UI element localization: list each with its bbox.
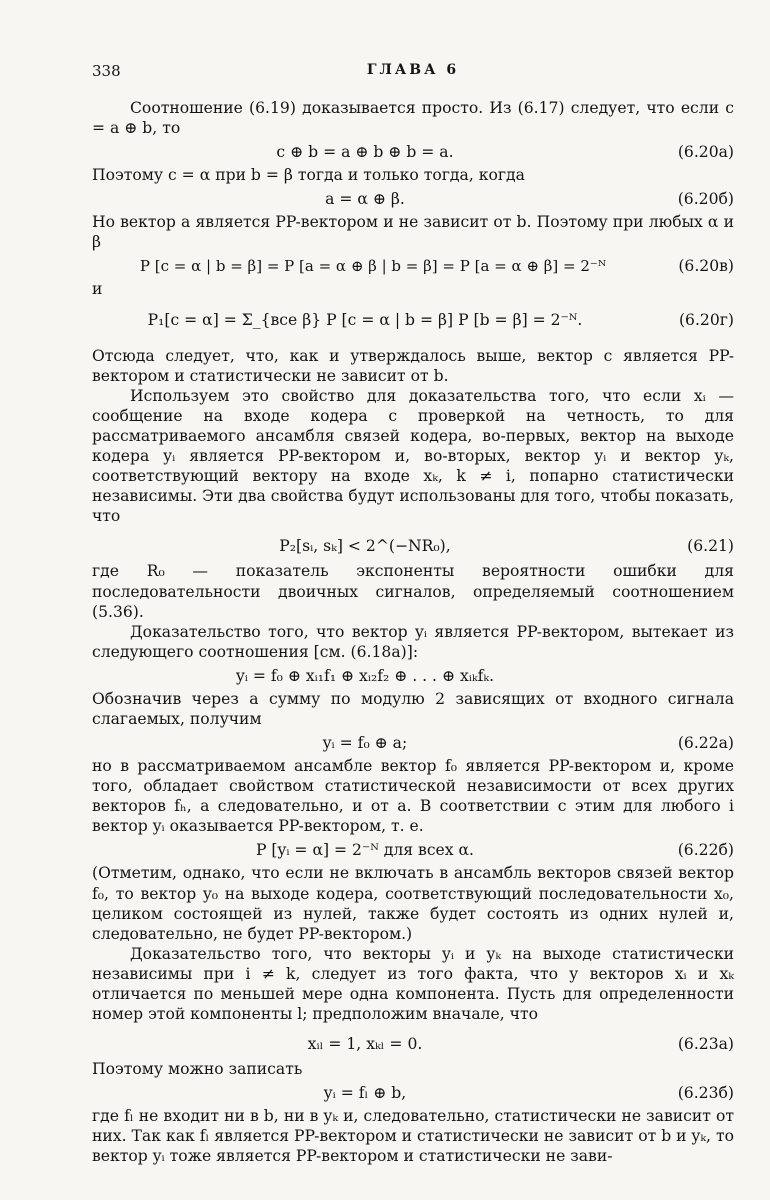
page-number: 338 — [92, 62, 121, 80]
equation — [92, 253, 734, 278]
equation — [92, 139, 734, 164]
equation — [92, 837, 734, 862]
equation-number: (6.23а) — [677, 1035, 734, 1054]
paragraph: Поэтому c = α при b = β тогда и только тогда, когда — [92, 166, 525, 185]
equation-number: (6.22б) — [677, 841, 734, 860]
paragraph: (Отметим, однако, что если не включать в ансамбль векторов связей вектор f₀, то вектор y₀ на выходе кодера, соответствующий последовательности x₀, целиком состоящей из нулей, также будет состоять из одних нулей и, следовательно, не будет PP-вектором.) — [92, 864, 734, 943]
paragraph: Доказательство того, что вектор yᵢ является PP-вектором, вытекает из следующего соотношения [см. (6.18а)]: — [92, 622, 734, 661]
equation — [92, 186, 734, 211]
paragraph: Обозначив через a сумму по модулю 2 зависящих от входного сигнала слагаемых, получим — [92, 689, 734, 728]
equation — [92, 527, 734, 560]
equation-number: (6.23б) — [677, 1084, 734, 1103]
equation-number: (6.20в) — [678, 257, 734, 276]
equation-formula: yᵢ = f₀ ⊕ a; — [322, 734, 408, 753]
paragraph: где R₀ — показатель экспоненты вероятности ошибки для последовательности двоичных сигналов, определяемый соотношением (5.36). — [92, 562, 734, 621]
equation — [92, 663, 734, 688]
equation-formula: a = α ⊕ β. — [325, 190, 405, 209]
equation-formula: yᵢ = f₀ ⊕ xᵢ₁f₁ ⊕ xᵢ₂f₂ ⊕ . . . ⊕ xᵢₖfₖ. — [235, 666, 495, 685]
paragraph: Но вектор a является PP-вектором и не зависит от b. Поэтому при любых α и β — [92, 213, 734, 252]
paragraph: но в рассматриваемом ансамбле вектор f₀ является PP-вектором и, кроме того, обладает свойством статистической независимости от всех других векторов fₕ, а следовательно, и от a. В соответствии с этим для любого i вектор yᵢ оказывается PP-вектором, т. е. — [92, 757, 734, 836]
chapter-title: ГЛАВА 6 — [366, 62, 460, 78]
equation-formula: P [c = α | b = β] = P [a = α ⊕ β | b = β] = P [a = α ⊕ β] = 2⁻ᴺ — [139, 257, 607, 276]
equation — [92, 1080, 734, 1105]
equation-number: (6.20а) — [677, 143, 734, 162]
equation-formula: P₂[sᵢ, sₖ] < 2^(−NR₀), — [279, 537, 451, 556]
equation-number: (6.21) — [687, 537, 734, 556]
equation-formula: xᵢₗ = 1, xₖₗ = 0. — [307, 1035, 423, 1054]
paragraph: Отсюда следует, что, как и утверждалось выше, вектор c является PP-вектором и статистически не зависит от b. — [92, 346, 734, 385]
paragraph: и — [92, 280, 103, 299]
equation-number: (6.20г) — [678, 310, 734, 329]
equation-formula: c ⊕ b = a ⊕ b ⊕ b = a. — [276, 143, 454, 162]
paragraph: Используем это свойство для доказательства того, что если xᵢ — сообщение на входе кодера с проверкой на четность, то для рассматриваемого ансамбля связей кодера, во-первых, вектор на выходе кодера yᵢ является PP-вектором и, во-вторых, вектор yᵢ и вектор yₖ, соответствующий вектору на входе xₖ, k ≠ i, попарно статистически независимы. Эти два свойства будут использованы для того, чтобы показать, что — [92, 386, 734, 526]
equation-formula: P₁[c = α] = Σ_{все β} P [c = α | b = β] P [b = β] = 2⁻ᴺ. — [147, 310, 583, 329]
equation — [92, 301, 734, 345]
equation — [92, 730, 734, 755]
running-header — [92, 62, 734, 82]
body-text — [92, 98, 734, 1167]
equation — [92, 1025, 734, 1058]
paragraph: Соотношение (6.19) доказывается просто. Из (6.17) следует, что если c = a ⊕ b, то — [92, 99, 734, 138]
paragraph: Доказательство того, что векторы yᵢ и yₖ на выходе статистически независимы при i ≠ k, следует из того факта, что у векторов xᵢ и xₖ отличается по меньшей мере одна компонента. Пусть для определенности номер этой компоненты l; предположим вначале, что — [92, 944, 734, 1024]
equation-formula: P [yᵢ = α] = 2⁻ᴺ для всех α. — [255, 841, 475, 860]
paragraph: где fₗ не входит ни в b, ни в yₖ и, следовательно, статистически не зависит от них. Так как fₗ является PP-вектором и статистически не зависит от b и yₖ, то вектор yᵢ тоже является PP-вектором и статистически не зави- — [92, 1107, 734, 1166]
equation-number: (6.22а) — [677, 734, 734, 753]
paragraph: Поэтому можно записать — [92, 1060, 303, 1079]
equation-formula: yᵢ = fₗ ⊕ b, — [323, 1084, 407, 1103]
equation-number: (6.20б) — [677, 190, 734, 209]
